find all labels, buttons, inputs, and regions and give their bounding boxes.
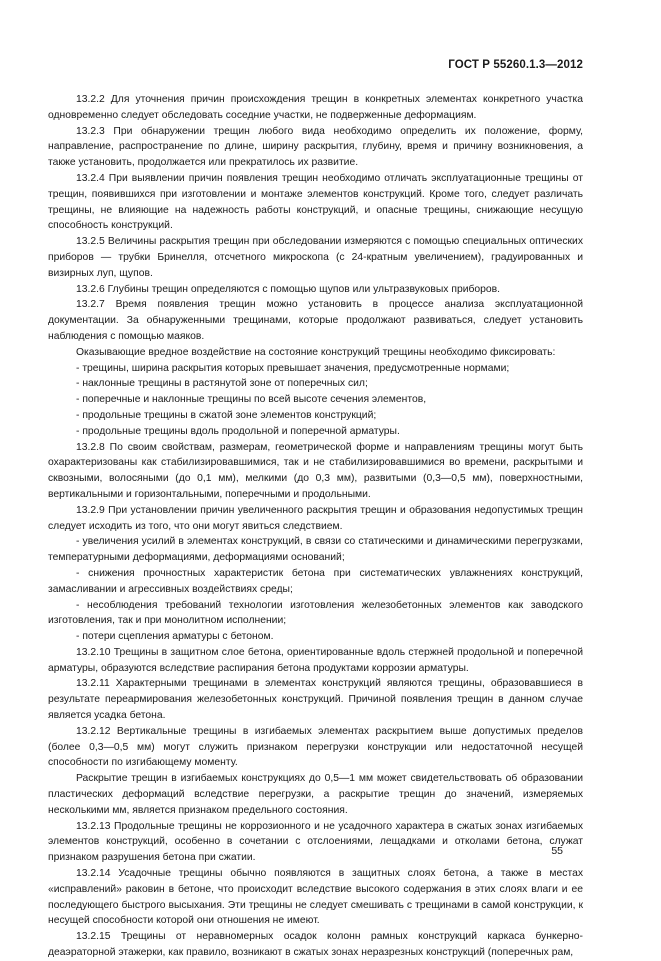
paragraph-13-2-9: 13.2.9 При установлении причин увеличенного раскрытия трещин и образования недопустимых трещин следует исходить из того, что они могут явиться следствием. [48,504,583,532]
paragraph-13-2-5: 13.2.5 Величины раскрытия трещин при обследовании измеряются с помощью специальных оптических приборов — трубки Бринелля, отсчетного микроскопа (с 24-кратным увеличением), градуированных и визирных луп, щупов. [48,236,583,279]
paragraph-13-2-7: 13.2.7 Время появления трещин можно установить в процессе анализа эксплуатационной документации. За обнаруженными трещинами, которые продолжают развиваться, следует установить наблюдения с помощью маяков. [48,299,583,342]
list-item: - трещины, ширина раскрытия которых превышает значения, предусмотренные нормами; [76,362,510,374]
list-item: - наклонные трещины в растянутой зоне от поперечных сил; [76,378,368,390]
paragraph-13-2-12: 13.2.12 Вертикальные трещины в изгибаемых элементах раскрытием выше допустимых пределов (более 0,3—0,5 мм) могут служить признаком перегрузки конструкции или недостаточной несущей способности по изгибающему моменту. [48,725,583,769]
list-item: - продольные трещины вдоль продольной и поперечной арматуры. [76,425,400,437]
list-item: - несоблюдения требований технологии изготовления железобетонных элементов как заводского изготовления, так и при монолитном исполнении; [48,599,583,627]
standard-header: ГОСТ Р 55260.1.3—2012 [448,59,583,71]
body-text [48,92,583,961]
list-item: - поперечные и наклонные трещины по всей высоте сечения элементов, [76,394,427,406]
paragraph-13-2-11: 13.2.11 Характерными трещинами в элементах конструкций являются трещины, образовавшиеся в результате переармирования железобетонных конструкций. Причиной появления трещин в данном случае является усадка бетона. [48,678,583,722]
paragraph-13-2-14: 13.2.14 Усадочные трещины обычно появляются в защитных слоях бетона, а также в местах «исправлений» раковин в бетоне, что происходит вследствие высокого содержания в этих слоях влаги и ее последующего быстрого высыхания. Эти трещины не следует смешивать с трещинами в самой конструкции, к несущей способности которой они отношения не имеют. [48,868,583,927]
list-item: - снижения прочностных характеристик бетона при систематических увлажнениях конструкций, замасливании и агрессивных воздействиях среды; [48,567,583,595]
list-item: - потери сцепления арматуры с бетоном. [76,631,274,643]
list-item: - увеличения усилий в элементах конструкций, в связи со статическими и динамическими перегрузками, температурными деформациями, деформациями оснований; [48,536,583,564]
paragraph-crack-opening: Раскрытие трещин в изгибаемых конструкциях до 0,5—1 мм может свидетельствовать об образовании пластических деформаций вследствие перегрузки, а раскрытие трещин до значений, измеряемых несколькими мм, является признаком предельного состояния. [48,773,583,816]
paragraph-13-2-2: 13.2.2 Для уточнения причин происхождения трещин в конкретных элементах конкретного участка одновременно следует обследовать соседние участки, не подверженные деформациям. [48,94,583,121]
paragraph-13-2-15: 13.2.15 Трещины от неравномерных осадок колонн рамных конструкций каркаса бункерно-деаэраторной этажерки, как правило, возникают в сжатых зонах неразрезных конструкций (поперечных рам, [48,931,583,959]
list-item: - продольные трещины в сжатой зоне элементов конструкций; [76,409,377,421]
paragraph-13-2-4: 13.2.4 При выявлении причин появления трещин необходимо отличать эксплуатационные трещины от трещин, появившихся при изготовлении и монтаже элементов конструкций. Кроме того, следует различать трещины, не влияющие на надежность работы конструкций, и опасные трещины, снижающие несущую способность конструкций. [48,172,583,232]
paragraph-13-2-6: 13.2.6 Глубины трещин определяются с помощью щупов или ультразвуковых приборов. [76,283,501,295]
paragraph-fixation-intro: Оказывающие вредное воздействие на состояние конструкций трещины необходимо фиксировать: [76,346,556,358]
paragraph-13-2-10: 13.2.10 Трещины в защитном слое бетона, ориентированные вдоль стержней продольной и поперечной арматуры, образуются вследствие распирания бетона продуктами коррозии арматуры. [48,646,583,674]
paragraph-13-2-13: 13.2.13 Продольные трещины не коррозионного и не усадочного характера в сжатых зонах изгибаемых элементов конструкций, особенно в сочетании с отслоениями, лещадками и отколами бетона, служат признаком разрушения бетона при сжатии. [48,820,583,864]
paragraph-13-2-3: 13.2.3 При обнаружении трещин любого вида необходимо определить их положение, форму, направление, распространение по длине, ширину раскрытия, глубину, время и причину возникновения, а также установить, продолжается или прекратилось их развитие. [48,125,583,169]
paragraph-13-2-8: 13.2.8 По своим свойствам, размерам, геометрической форме и направлениям трещины могут быть охарактеризованы как стабилизировавшимися, так и не стабилизировавшимися во времени, раскрытыми и сквозными, волосяными (до 0,1 мм), мелкими (до 0,3 мм), развитыми (0,3—0,5 мм), поверхностными, вертикальными и горизонтальными, поперечными и продольными. [48,441,583,500]
page-number: 55 [551,845,563,857]
